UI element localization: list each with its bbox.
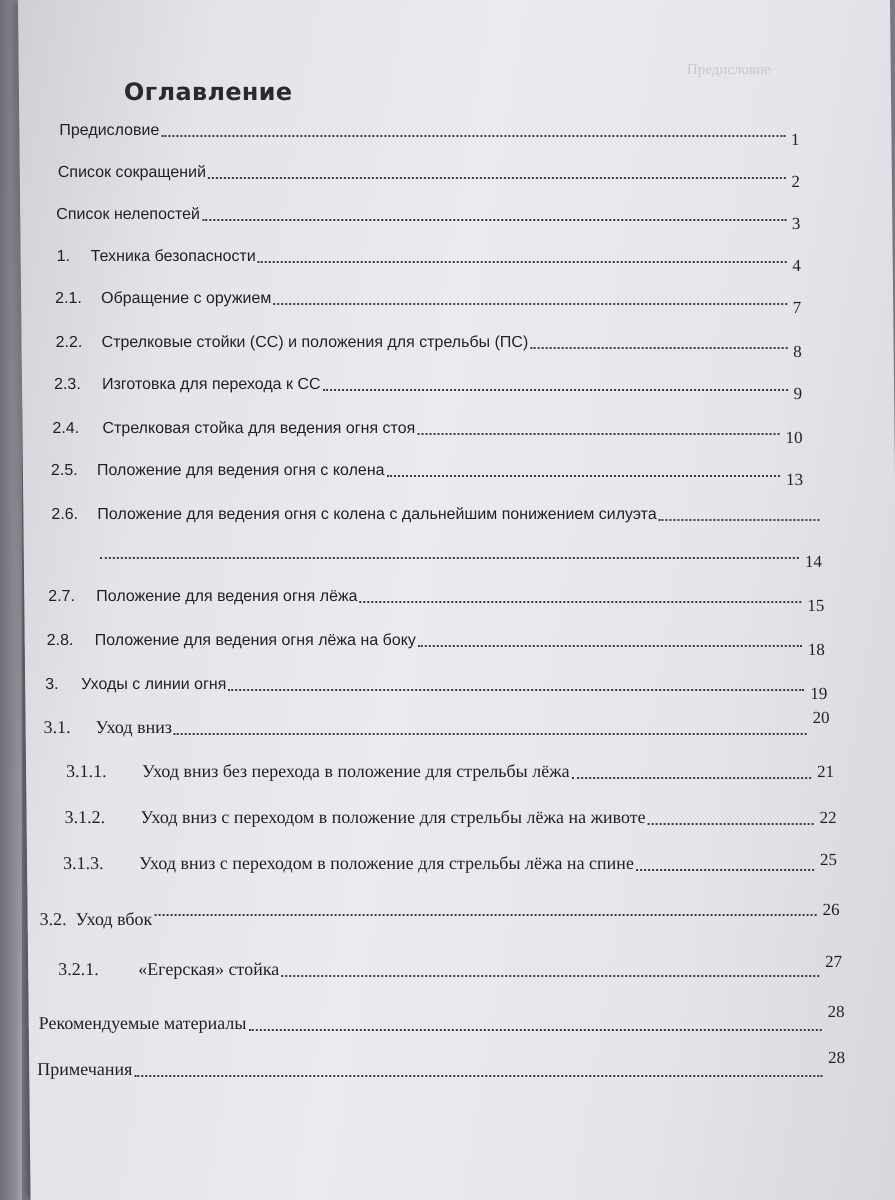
toc-entry-title: Уход вбок xyxy=(75,909,153,929)
toc-entry-page: 2 xyxy=(791,172,801,191)
toc-entry-title: Положение для ведения огня с колена xyxy=(96,462,385,479)
dot-leader xyxy=(530,347,787,349)
dot-leader xyxy=(281,975,819,977)
toc-entry-title: Уход вниз с переходом в положение для стрельбы лёжа на спине xyxy=(138,853,634,873)
toc-entry-number: 2.3. xyxy=(53,376,81,393)
toc-entry-number: 3.1. xyxy=(43,717,71,737)
dot-leader xyxy=(258,261,786,263)
dot-leader xyxy=(154,914,816,916)
toc-entry-page: 1 xyxy=(790,130,800,149)
toc-entry-number: 2.4. xyxy=(52,420,80,437)
toc-entry-number: 2.1. xyxy=(55,290,82,307)
toc-entry-3-2[interactable] xyxy=(39,900,840,930)
toc-entry-title: Обращение с оружием xyxy=(101,290,272,307)
toc-entry-page: 3 xyxy=(791,214,801,233)
toc-entry-title: Список сокращений xyxy=(57,164,207,181)
toc-entry-number: 2.2. xyxy=(55,334,83,351)
toc-entry-2-6[interactable] xyxy=(51,502,821,524)
toc-entry-3[interactable] xyxy=(45,672,828,703)
dot-leader xyxy=(659,519,820,521)
toc-entry-title: Уход вниз с переходом в положение для стрельбы лёжа на животе xyxy=(140,807,646,827)
toc-entry-page: 4 xyxy=(792,256,801,275)
toc-entry-title: Предисловие xyxy=(59,122,160,139)
toc-entry-page: 19 xyxy=(810,684,828,703)
dot-leader xyxy=(648,823,814,825)
dot-leader xyxy=(174,733,807,735)
toc-entry-page: 22 xyxy=(819,808,837,827)
toc-entry-2-3[interactable] xyxy=(53,372,803,403)
toc-entry-page: 7 xyxy=(792,298,802,317)
toc-entry-title: Техника безопасности xyxy=(90,248,256,265)
toc-entry-2-5[interactable] xyxy=(50,458,804,489)
toc-entry-number: 2.5. xyxy=(50,462,78,479)
dot-leader xyxy=(134,1075,822,1077)
toc-entry-page: 26 xyxy=(822,900,840,919)
toc-entry-2-8[interactable] xyxy=(46,628,825,659)
toc-entry-absurdities[interactable] xyxy=(56,202,801,233)
toc-entry-preface[interactable] xyxy=(59,118,800,149)
toc-entry-page: 28 xyxy=(827,1048,846,1067)
toc-entry-number: 3.2. xyxy=(39,909,67,929)
dot-leader xyxy=(636,869,814,871)
toc-entry-page: 25 xyxy=(819,850,838,869)
dot-leader xyxy=(417,433,779,435)
toc-entry-title: Рекомендуемые материалы xyxy=(38,1013,247,1033)
dot-leader xyxy=(387,475,780,477)
toc-entry-3-1-2[interactable] xyxy=(64,806,836,828)
toc-entry-number: 3. xyxy=(45,676,59,693)
toc-entry-page: 9 xyxy=(793,384,803,403)
toc-entry-page: 14 xyxy=(804,552,822,571)
toc-entry-number: 3.1.1. xyxy=(65,761,107,781)
toc-entry-title: Примечания xyxy=(37,1059,133,1079)
toc-entry-notes[interactable] xyxy=(37,1048,846,1080)
toc-entry-safety[interactable] xyxy=(56,244,801,275)
toc-entry-2-4[interactable] xyxy=(52,416,803,447)
toc-entry-number: 3.1.3. xyxy=(62,853,104,873)
adjacent-page-edge xyxy=(0,0,22,1200)
dot-leader xyxy=(273,303,786,305)
page-title: Оглавление xyxy=(123,78,293,106)
toc-entry-3-1-1[interactable] xyxy=(66,760,834,782)
dot-leader xyxy=(248,1029,821,1031)
toc-entry-2-6-continuation[interactable] xyxy=(98,540,822,571)
toc-entry-page: 15 xyxy=(807,596,825,615)
dot-leader xyxy=(100,557,799,559)
toc-entry-3-1[interactable] xyxy=(43,708,830,738)
dot-leader xyxy=(572,777,811,779)
toc-entry-number: 2.7. xyxy=(48,588,76,605)
dot-leader xyxy=(323,389,788,391)
toc-entry-page: 21 xyxy=(816,762,835,781)
toc-entry-title: Стрелковые стойки (СС) и положения для стрельбы (ПС) xyxy=(101,334,529,351)
toc-entry-abbreviations[interactable] xyxy=(57,160,801,191)
dot-leader xyxy=(360,601,802,603)
dot-leader xyxy=(228,689,804,691)
toc-entry-recommended[interactable] xyxy=(38,1002,845,1034)
dot-leader xyxy=(418,645,802,647)
toc-entry-title: Уход вниз без перехода в положение для стрельбы лёжа xyxy=(141,761,570,781)
document-page xyxy=(18,0,895,1200)
toc-entry-title: Стрелковая стойка для ведения огня стоя xyxy=(102,420,416,437)
bleed-through-text: Предисловие xyxy=(686,62,771,78)
toc-entry-2-1[interactable] xyxy=(55,286,802,317)
toc-entry-number: 1. xyxy=(56,248,71,265)
toc-entry-page: 20 xyxy=(812,708,830,727)
toc-entry-title: Положение для ведения огня лёжа на боку xyxy=(94,632,416,649)
toc-entry-title: Уход вниз xyxy=(95,717,172,737)
toc-entry-title: «Егерская» стойка xyxy=(138,959,280,979)
toc-entry-number: 2.6. xyxy=(51,506,79,523)
toc-entry-page: 13 xyxy=(785,470,804,489)
toc-entry-number: 3.2.1. xyxy=(58,959,99,979)
toc-entry-title: Положение для ведения огня лёжа xyxy=(96,588,358,605)
toc-entry-title: Уходы с линии огня xyxy=(81,676,227,693)
toc-entry-2-2[interactable] xyxy=(55,330,802,361)
toc-entry-title: Положение для ведения огня с колена с дальнейшим понижением силуэта xyxy=(97,506,657,523)
toc-entry-page: 28 xyxy=(827,1002,845,1021)
toc-entry-number: 2.8. xyxy=(46,632,74,649)
dot-leader xyxy=(208,177,785,179)
toc-entry-number: 3.1.2. xyxy=(64,807,106,827)
toc-entry-3-2-1[interactable] xyxy=(58,952,843,980)
toc-entry-page: 8 xyxy=(793,342,802,361)
dot-leader xyxy=(161,135,785,137)
toc-entry-page: 27 xyxy=(824,952,843,971)
toc-entry-title: Изготовка для перехода к СС xyxy=(101,376,321,393)
dot-leader xyxy=(202,219,786,221)
toc-entry-page: 18 xyxy=(807,640,825,659)
toc-entry-2-7[interactable] xyxy=(48,584,825,615)
toc-entry-page: 10 xyxy=(785,428,803,447)
toc-entry-title: Список нелепостей xyxy=(56,206,201,223)
toc-entry-3-1-3[interactable] xyxy=(63,852,837,874)
